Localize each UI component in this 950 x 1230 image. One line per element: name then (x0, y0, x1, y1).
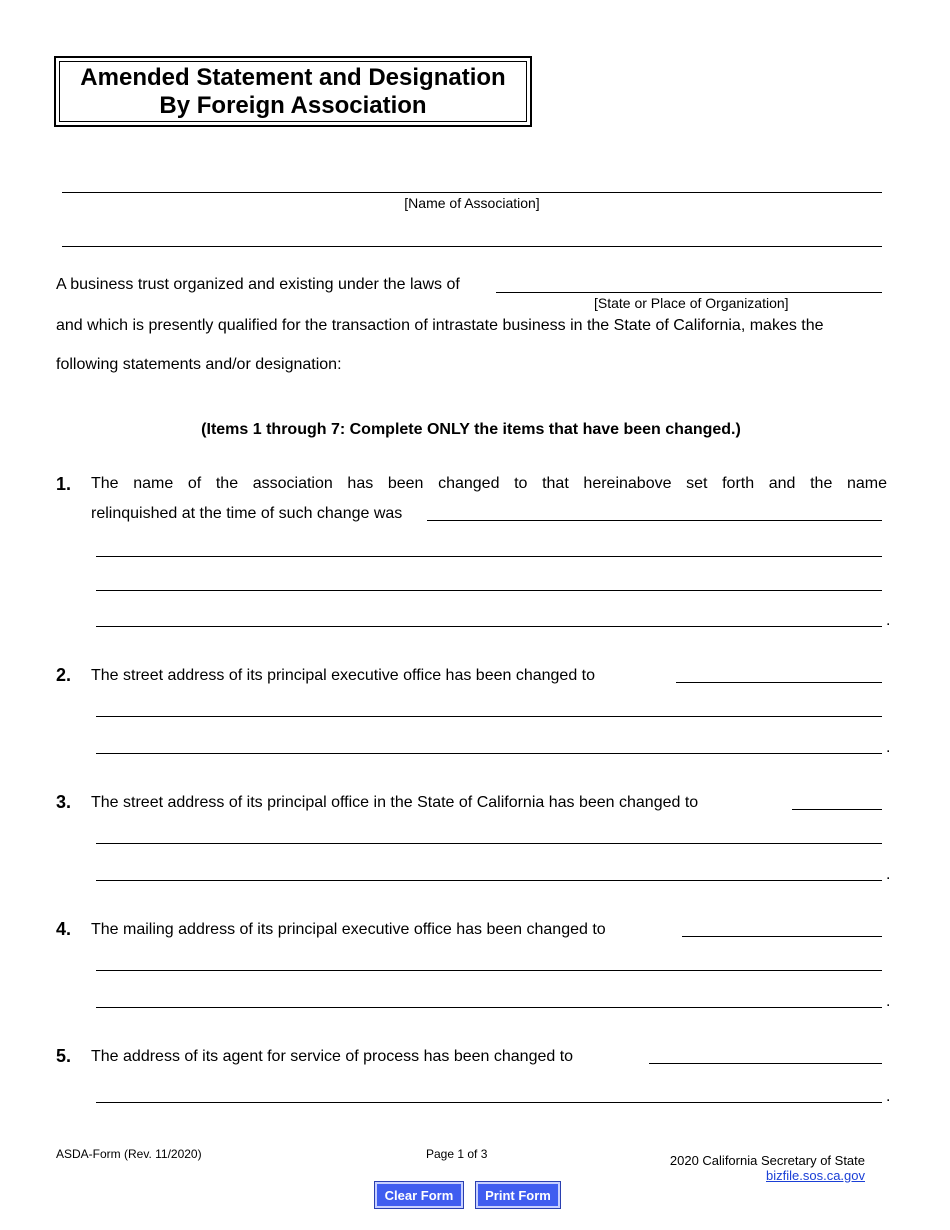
item-2-text: The street address of its principal executive office has been changed to (91, 667, 596, 684)
item-4-field-3[interactable] (96, 1007, 882, 1008)
copyright: 2020 California Secretary of State (669, 1153, 865, 1168)
state-field[interactable] (496, 292, 882, 293)
item-4-text: The mailing address of its principal executive office has been changed to (91, 921, 606, 938)
form-id: ASDA-Form (Rev. 11/2020) (56, 1147, 202, 1161)
item-3-number: 3. (56, 792, 72, 812)
item-1-line-2: relinquished at the time of such change was (91, 505, 403, 522)
item-5-field-2[interactable] (96, 1102, 882, 1103)
item-2-field-2[interactable] (96, 716, 882, 717)
item-2-field-3[interactable] (96, 753, 882, 754)
item-1-field-1[interactable] (427, 520, 882, 521)
item-4-field-1[interactable] (682, 936, 882, 937)
form-title (59, 61, 527, 122)
item-1-number: 1. (56, 474, 72, 494)
intro-line-2: and which is presently qualified for the transaction of intrastate business in the State of California, makes the (56, 317, 824, 334)
item-5-text: The address of its agent for service of process has been changed to (91, 1048, 574, 1065)
item-4-number: 4. (56, 919, 72, 939)
title-line-2: By Foreign Association (159, 91, 427, 119)
item-5-period: . (886, 1088, 891, 1105)
item-3-field-1[interactable] (792, 809, 882, 810)
item-3-text: The street address of its principal office in the State of California has been changed to (91, 794, 699, 811)
item-1-line-1: The name of the association has been changed to that hereinabove set forth and the name (91, 475, 887, 492)
item-2-field-1[interactable] (676, 682, 882, 683)
item-1-field-4[interactable] (96, 626, 882, 627)
association-name-field[interactable] (62, 192, 882, 193)
intro-line-3: following statements and/or designation: (56, 356, 342, 373)
item-3-period: . (886, 866, 891, 883)
item-1-period: . (886, 612, 891, 629)
item-3-field-3[interactable] (96, 880, 882, 881)
title-line-1: Amended Statement and Designation (80, 63, 506, 91)
state-caption: [State or Place of Organization] (594, 295, 789, 311)
instruction: (Items 1 through 7: Complete ONLY the items that have been changed.) (201, 421, 741, 438)
item-3-field-2[interactable] (96, 843, 882, 844)
clear-form-button[interactable]: Clear Form (375, 1182, 463, 1208)
item-4-field-2[interactable] (96, 970, 882, 971)
item-2-number: 2. (56, 665, 72, 685)
item-5-number: 5. (56, 1046, 72, 1066)
item-5-field-1[interactable] (649, 1063, 882, 1064)
page-number: Page 1 of 3 (426, 1147, 488, 1161)
bizfile-link[interactable]: bizfile.sos.ca.gov (766, 1168, 865, 1183)
title-box (54, 56, 532, 127)
association-name-field-2[interactable] (62, 246, 882, 247)
item-1-field-3[interactable] (96, 590, 882, 591)
item-4-period: . (886, 993, 891, 1010)
laws-text: A business trust organized and existing under the laws of (56, 276, 460, 293)
item-1-field-2[interactable] (96, 556, 882, 557)
print-form-button[interactable]: Print Form (476, 1182, 560, 1208)
item-2-period: . (886, 739, 891, 756)
name-caption: [Name of Association] (404, 195, 540, 211)
